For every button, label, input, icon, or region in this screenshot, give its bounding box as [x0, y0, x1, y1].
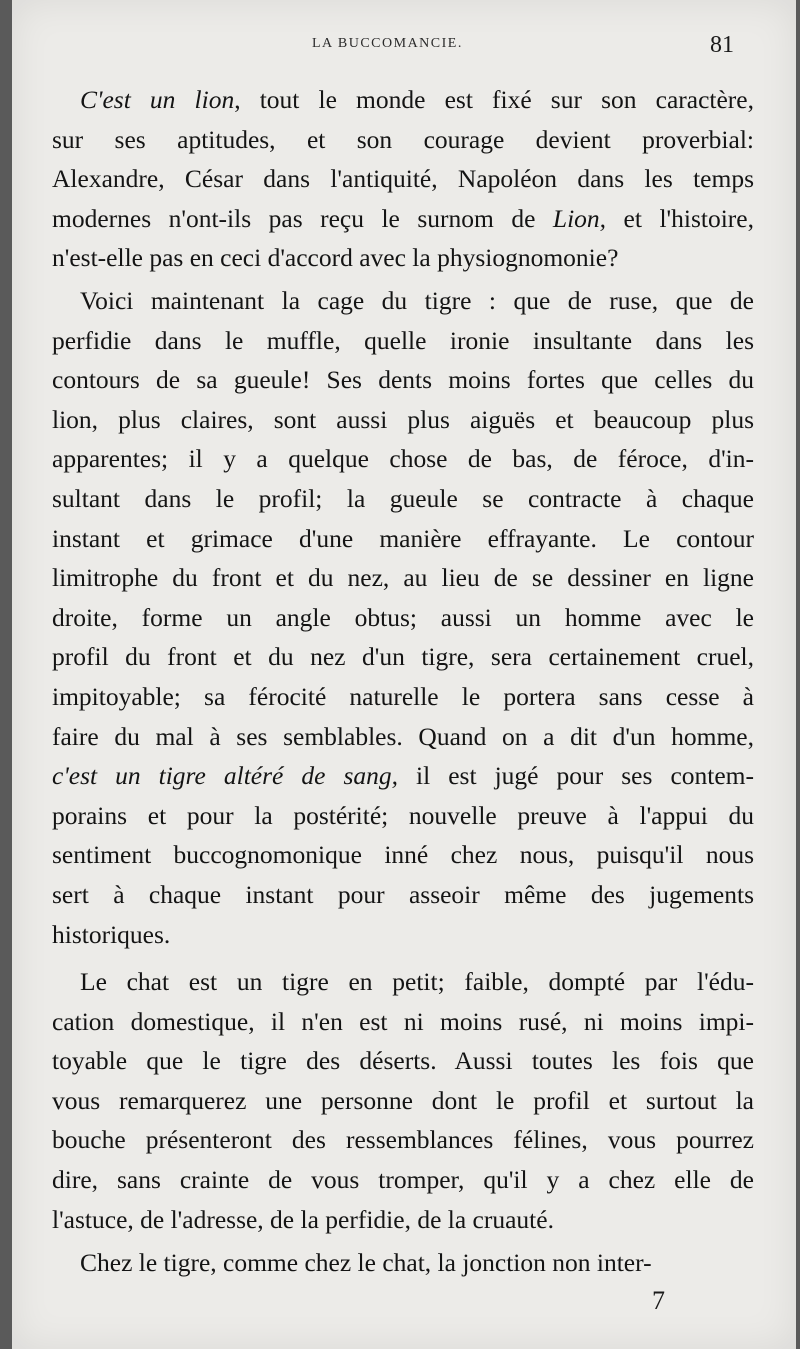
text-run: perfidie dans le muffle, quelle ironie insultante dans les: [52, 325, 754, 355]
text-line: [52, 1243, 754, 1283]
text-line: [52, 756, 754, 796]
page-number: 81: [710, 32, 734, 58]
text-line: [52, 1041, 754, 1081]
text-run: sentiment buccognomonique inné chez nous, puisqu'il nous: [52, 840, 754, 870]
text-run: historiques.: [52, 919, 171, 949]
text-line: [52, 80, 754, 120]
text-line: [52, 519, 754, 559]
text-run: , tout le monde est fixé sur son caractère,: [234, 85, 754, 114]
text-run: Chez le tigre, comme chez le chat, la jonction non inter-: [80, 1248, 652, 1277]
text-line: [52, 677, 754, 717]
text-run: vous remarquerez une personne dont le profil et surtout la: [52, 1085, 754, 1115]
text-line: [52, 199, 754, 239]
book-page: [12, 0, 796, 1349]
text-run: sert à chaque instant pour asseoir même des jugements: [52, 879, 754, 909]
italic-text: Lion,: [552, 203, 607, 233]
paragraph-lion: [52, 80, 754, 278]
text-line: [52, 321, 754, 361]
text-line: [52, 717, 754, 757]
text-run: contours de sa gueule! Ses dents moins fortes que celles du: [52, 365, 754, 395]
text-line: [52, 238, 754, 278]
text-run: limitrophe du front et du nez, au lieu de se dessiner en ligne: [52, 563, 754, 593]
paragraph-jonction: [52, 1243, 754, 1283]
text-run: dire, sans crainte de vous tromper, qu'il y a chez elle de: [52, 1164, 754, 1194]
text-run: profil du front et du nez d'un tigre, sera certainement cruel,: [52, 642, 754, 672]
text-line: [52, 1160, 754, 1200]
text-line: [52, 1200, 754, 1240]
text-run: faire du mal à ses semblables. Quand on a dit d'un homme,: [52, 721, 754, 751]
text-run: Alexandre, César dans l'antiquité, Napoléon dans les temps: [52, 164, 754, 194]
text-line: [52, 1081, 754, 1121]
text-run: apparentes; il y a quelque chose de bas, de féroce, d'in-: [52, 444, 754, 474]
text-run: toyable que le tigre des déserts. Aussi toutes les fois que: [52, 1046, 754, 1076]
text-run: bouche présenteront des ressemblances félines, vous pourrez: [52, 1125, 754, 1155]
text-line: [52, 360, 754, 400]
text-run: Voici maintenant la cage du tigre : que de ruse, que de: [80, 286, 754, 315]
text-line: [52, 835, 754, 875]
paragraph-tigre: [52, 281, 754, 954]
text-run: lion, plus claires, sont aussi plus aiguës et beaucoup plus: [52, 404, 754, 434]
text-line: [52, 637, 754, 677]
running-head: LA BUCCOMANCIE.: [312, 36, 463, 51]
paragraph-chat: [52, 962, 754, 1239]
text-line: [52, 915, 754, 955]
text-line: [52, 400, 754, 440]
text-line: [52, 875, 754, 915]
text-line: [52, 558, 754, 598]
text-line: [52, 159, 754, 199]
text-line: [52, 281, 754, 321]
signature-mark: 7: [652, 1286, 665, 1315]
text-line: [52, 1120, 754, 1160]
text-run: instant et grimace d'une manière effrayante. Le contour: [52, 523, 754, 553]
text-line: [52, 479, 754, 519]
text-run: modernes n'ont-ils pas reçu le surnom de: [52, 203, 553, 233]
text-line: [52, 598, 754, 638]
text-line: [52, 962, 754, 1002]
text-run: droite, forme un angle obtus; aussi un homme avec le: [52, 602, 754, 632]
text-run: sultant dans le profil; la gueule se contracte à chaque: [52, 483, 754, 513]
text-line: [52, 120, 754, 160]
text-run: Le chat est un tigre en petit; faible, dompté par l'édu-: [80, 967, 754, 996]
text-run: il est jugé pour ses contem-: [398, 761, 754, 791]
text-run: impitoyable; sa férocité naturelle le portera sans cesse à: [52, 681, 754, 711]
italic-text: c'est un tigre altéré de sang,: [52, 761, 399, 791]
italic-text: C'est un lion: [80, 85, 235, 114]
text-run: cation domestique, il n'en est ni moins rusé, ni moins impi-: [52, 1006, 754, 1036]
text-line: [52, 796, 754, 836]
text-run: et l'histoire,: [606, 203, 754, 233]
text-line: [52, 439, 754, 479]
text-line: [52, 1002, 754, 1042]
text-run: sur ses aptitudes, et son courage devient proverbial:: [52, 124, 754, 154]
text-run: n'est-elle pas en ceci d'accord avec la physiognomonie?: [52, 243, 619, 273]
text-run: porains et pour la postérité; nouvelle preuve à l'appui du: [52, 800, 754, 830]
text-run: l'astuce, de l'adresse, de la perfidie, de la cruauté.: [52, 1204, 554, 1234]
